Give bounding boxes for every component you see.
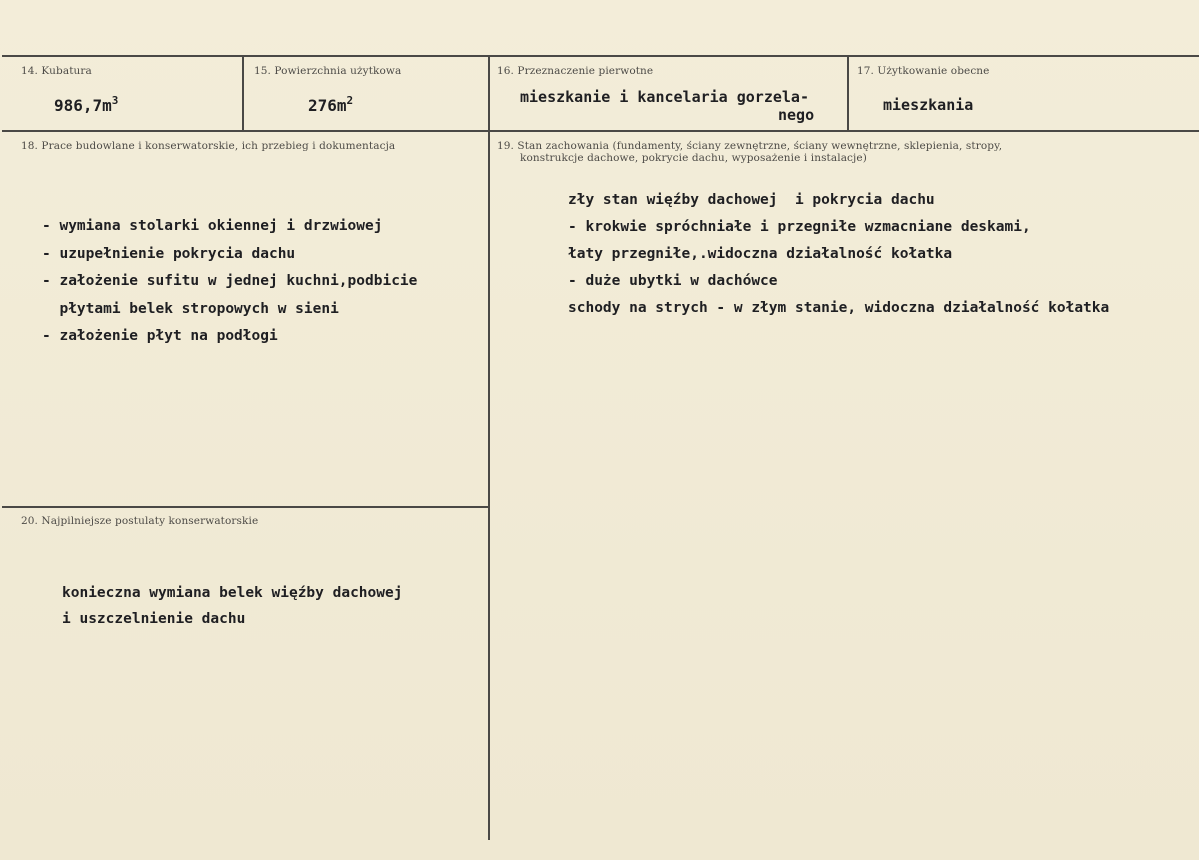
field-19-label-line1: 19. Stan zachowania (fundamenty, ściany zewnętrzne, ściany wewnętrzne, sklepienia, stropy, <box>497 140 1003 152</box>
field-19-line: zły stan więźby dachowej i pokrycia dachu <box>568 192 935 208</box>
field-19-content <box>568 187 1031 295</box>
field-14-value-exponent: 3 <box>111 94 119 107</box>
field-14-label: 14. Kubatura <box>21 65 92 77</box>
field-19-label-line2: konstrukcje dachowe, pokrycie dachu, wyposażenie i instalacje) <box>520 152 867 164</box>
field-20-content <box>62 580 402 632</box>
field-16-label: 16. Przeznaczenie pierwotne <box>497 65 654 77</box>
field-19-line: łaty przegniłe,.widoczna działalność kołatka <box>568 246 953 262</box>
field-16-value-line2: nego <box>778 106 815 124</box>
row1-bottom-rule <box>2 130 1199 132</box>
box20-top-rule <box>2 506 490 508</box>
field-14-value <box>54 94 118 115</box>
field-18-line: - wymiana stolarki okiennej i drzwiowej <box>42 218 383 234</box>
field-15-label: 15. Powierzchnia użytkowa <box>254 65 402 77</box>
field-18-label: 18. Prace budowlane i konserwatorskie, ich przebieg i dokumentacja <box>21 140 396 152</box>
divider-left-right <box>488 55 490 840</box>
field-18-line: - założenie sufitu w jednej kuchni,podbicie <box>42 273 418 289</box>
field-15-value-base: 276m <box>308 96 347 115</box>
divider-16-17 <box>847 55 849 132</box>
field-19-extra-line: schody na strych - w złym stanie, widoczna działalność kołatka <box>568 300 1110 316</box>
top-rule <box>2 55 1199 57</box>
field-19-line: - krokwie spróchniałe i przegniłe wzmacniane deskami, <box>568 219 1031 235</box>
field-20-label: 20. Najpilniejsze postulaty konserwatorskie <box>21 515 259 527</box>
field-18-line: - założenie płyt na podłogi <box>42 328 278 344</box>
field-15-value-exponent: 2 <box>346 94 354 107</box>
field-18-content <box>42 213 417 351</box>
field-14-value-base: 986,7m <box>54 96 112 115</box>
field-19-line: - duże ubytki w dachówce <box>568 273 778 289</box>
field-18-line: płytami belek stropowych w sieni <box>42 300 339 317</box>
divider-14-15 <box>242 55 244 132</box>
field-17-value: mieszkania <box>883 96 974 114</box>
field-20-line: konieczna wymiana belek więźby dachowej <box>62 585 403 601</box>
field-20-line: i uszczelnienie dachu <box>62 611 246 627</box>
field-18-line: - uzupełnienie pokrycia dachu <box>42 245 296 262</box>
field-15-value <box>308 94 353 115</box>
field-16-value-line1: mieszkanie i kancelaria gorzela- <box>520 88 809 106</box>
field-17-label: 17. Użytkowanie obecne <box>857 65 990 77</box>
